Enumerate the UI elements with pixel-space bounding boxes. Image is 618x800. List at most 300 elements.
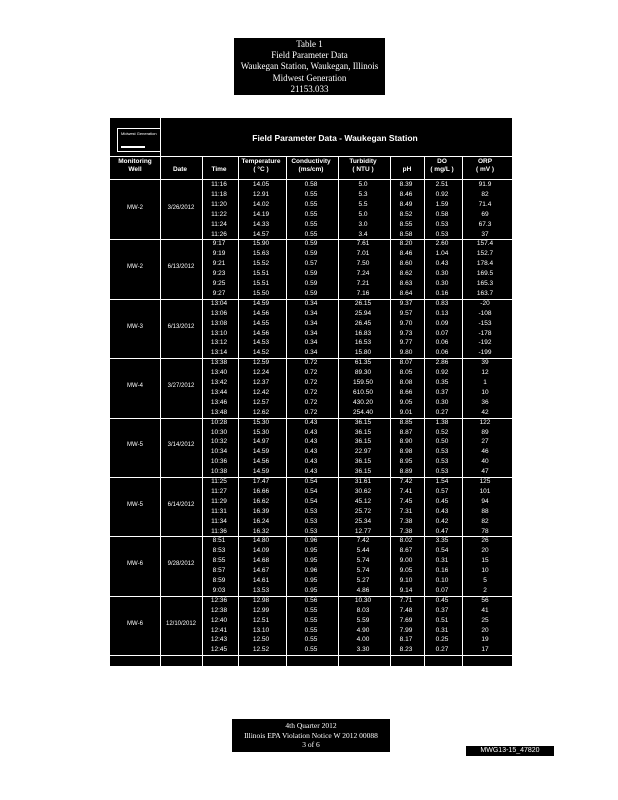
cell-do: 0.83 <box>435 299 449 307</box>
cell-turbidity: 159.50 <box>353 379 373 386</box>
cell-time: 11:29 <box>211 497 227 505</box>
cell-time: 9:03 <box>212 586 226 594</box>
cell-turbidity: 254.40 <box>353 408 373 416</box>
cell-orp: 82 <box>481 190 489 198</box>
cell-temperature: 16.32 <box>252 527 270 535</box>
cell-time: 9:23 <box>212 270 226 278</box>
cell-temperature: 14.56 <box>252 309 270 317</box>
cell-orp: 19 <box>481 636 489 644</box>
cell-temperature: 14.68 <box>252 557 270 565</box>
cell-do: 0.42 <box>435 517 449 525</box>
cell-temperature: 14.09 <box>252 547 270 555</box>
cell-conductivity: 0.72 <box>304 388 318 396</box>
cell-orp: 2 <box>483 586 487 594</box>
cell-conductivity: 0.56 <box>304 596 318 604</box>
cell-time: 13:08 <box>210 319 228 327</box>
cell-turbidity: 61.35 <box>354 359 372 367</box>
cell-conductivity: 0.43 <box>304 448 318 456</box>
cell-conductivity: 0.55 <box>304 210 318 218</box>
header-conductivity: Conductivity (ms/cm) <box>291 158 331 173</box>
cell-ph: 9.37 <box>399 299 413 307</box>
cell-temperature: 12.99 <box>252 606 270 614</box>
cell-orp: 91.9 <box>478 181 492 188</box>
cell-time: 11:36 <box>211 527 227 535</box>
cell-conductivity: 0.34 <box>304 329 318 337</box>
cell-ph: 8.46 <box>399 190 413 198</box>
cell-time: 12:36 <box>210 596 228 604</box>
cell-temperature: 14.67 <box>252 567 270 575</box>
group-well: MW-6 <box>127 620 143 627</box>
cell-turbidity: 36.15 <box>354 428 372 436</box>
cell-time: 8:59 <box>212 577 226 584</box>
cell-ph: 9.77 <box>399 339 413 347</box>
cell-temperature: 16.24 <box>252 517 270 525</box>
cell-do: 0.25 <box>435 636 449 644</box>
header-orp: ORP ( mV ) <box>475 158 495 173</box>
cell-turbidity: 610.50 <box>353 388 373 396</box>
cell-do: 0.45 <box>435 596 449 604</box>
cell-temperature: 14.59 <box>252 448 270 456</box>
cell-do: 1.59 <box>435 200 449 208</box>
cell-temperature: 14.55 <box>252 319 270 327</box>
cell-time: 13:14 <box>210 349 228 357</box>
cell-orp: 169.5 <box>476 270 494 278</box>
group-date: 6/13/2012 <box>167 323 195 330</box>
cell-conductivity: 0.43 <box>304 428 318 436</box>
cell-ph: 8.49 <box>399 200 413 208</box>
cell-ph: 7.41 <box>399 487 413 495</box>
cell-turbidity: 15.80 <box>354 349 372 357</box>
cell-time: 11:24 <box>211 220 227 228</box>
cell-time: 8:57 <box>212 567 226 575</box>
cell-turbidity: 3.0 <box>358 220 368 228</box>
footer-page-number: 3 of 6 <box>302 740 320 749</box>
cell-ph: 9.05 <box>399 567 413 575</box>
cell-ph: 7.48 <box>399 606 413 614</box>
cell-orp: -108 <box>478 309 492 317</box>
group-well: MW-5 <box>127 501 143 508</box>
cell-conductivity: 0.59 <box>304 289 318 297</box>
cell-orp: 78 <box>481 527 489 535</box>
cell-do: 0.53 <box>435 230 449 238</box>
cell-conductivity: 0.54 <box>304 478 318 485</box>
cell-orp: -192 <box>478 339 492 347</box>
company-logo <box>117 128 161 152</box>
cell-orp: 36 <box>481 398 489 406</box>
cell-conductivity: 0.34 <box>304 299 318 307</box>
cell-temperature: 15.52 <box>252 260 270 268</box>
cell-conductivity: 0.55 <box>304 200 318 208</box>
cell-ph: 8.62 <box>399 270 413 278</box>
header-do: DO ( mg/L ) <box>430 158 454 173</box>
cell-ph: 7.38 <box>399 527 413 535</box>
footer-notice: Illinois EPA Violation Notice W 2012 00088 <box>244 730 378 740</box>
group-date: 6/13/2012 <box>167 264 195 271</box>
cell-ph: 8.90 <box>399 438 413 446</box>
cell-temperature: 14.53 <box>252 339 270 347</box>
cell-ph: 8.07 <box>399 359 413 367</box>
cell-orp: 89 <box>481 428 489 436</box>
cell-ph: 9.80 <box>399 349 413 357</box>
cell-ph: 8.08 <box>399 379 413 386</box>
cell-turbidity: 7.21 <box>356 280 370 287</box>
cell-do: 0.31 <box>435 557 449 565</box>
cell-time: 13:44 <box>210 388 228 396</box>
cell-temperature: 16.62 <box>252 497 270 505</box>
cell-temperature: 12.57 <box>252 398 270 406</box>
cell-ph: 8.39 <box>399 181 413 188</box>
cell-do: 0.30 <box>435 270 449 278</box>
cell-orp: 152.7 <box>476 250 494 258</box>
cell-temperature: 13.10 <box>252 626 270 634</box>
cell-conductivity: 0.55 <box>304 626 318 634</box>
group-well: MW-3 <box>127 323 143 330</box>
cell-time: 9:19 <box>212 250 226 258</box>
cell-conductivity: 0.55 <box>304 636 318 644</box>
cell-conductivity: 0.43 <box>304 418 318 426</box>
cell-time: 9:27 <box>212 289 226 297</box>
cell-turbidity: 5.0 <box>358 181 368 188</box>
company-name: Midwest Generation <box>272 72 347 83</box>
cell-do: 0.47 <box>435 527 449 535</box>
cell-do: 0.30 <box>435 398 449 406</box>
cell-ph: 8.58 <box>399 230 413 238</box>
cell-turbidity: 7.01 <box>356 250 370 258</box>
cell-conductivity: 0.59 <box>304 240 318 248</box>
cell-orp: 94 <box>481 497 489 505</box>
cell-ph: 7.71 <box>399 596 413 604</box>
site-name: Waukegan Station, Waukegan, Illinois <box>240 61 379 72</box>
cell-time: 13:48 <box>210 408 228 416</box>
cell-orp: 40 <box>481 458 489 466</box>
cell-orp: 20 <box>481 626 489 634</box>
cell-do: 1.54 <box>435 478 449 485</box>
cell-time: 13:40 <box>210 369 228 377</box>
cell-conductivity: 0.95 <box>304 547 318 555</box>
cell-turbidity: 22.97 <box>354 448 372 456</box>
bates-stamp: MWG13-15_47820 <box>466 746 554 756</box>
cell-orp: 67.3 <box>478 220 492 228</box>
cell-temperature: 15.50 <box>252 289 270 297</box>
cell-temperature: 12.24 <box>252 369 270 377</box>
cell-temperature: 14.56 <box>252 329 270 337</box>
cell-ph: 7.42 <box>399 478 413 485</box>
cell-conductivity: 0.55 <box>304 220 318 228</box>
cell-orp: 10 <box>481 388 489 396</box>
cell-conductivity: 0.72 <box>304 359 318 367</box>
cell-orp: 1 <box>483 379 487 386</box>
cell-orp: 56 <box>481 596 489 604</box>
cell-temperature: 14.33 <box>252 220 270 228</box>
cell-time: 9:25 <box>212 280 226 287</box>
cell-do: 0.92 <box>435 369 449 377</box>
group-well: MW-6 <box>127 561 143 568</box>
cell-ph: 9.70 <box>399 319 413 327</box>
cell-orp: 20 <box>481 547 489 555</box>
cell-turbidity: 7.50 <box>356 260 370 268</box>
table-title: Field Parameter Data - Waukegan Station <box>252 133 418 143</box>
cell-conductivity: 0.59 <box>304 270 318 278</box>
cell-time: 8:51 <box>212 537 226 545</box>
group-date: 3/26/2012 <box>167 204 195 211</box>
cell-orp: 163.7 <box>476 289 494 297</box>
cell-do: 0.53 <box>435 458 449 466</box>
header-turbidity: Turbidity ( NTU ) <box>349 158 377 173</box>
cell-turbidity: 25.72 <box>354 507 372 515</box>
cell-orp: 165.3 <box>476 280 494 287</box>
cell-turbidity: 25.34 <box>354 517 372 525</box>
cell-ph: 8.55 <box>399 220 413 228</box>
cell-orp: 12 <box>481 369 489 377</box>
cell-conductivity: 0.96 <box>304 537 318 545</box>
cell-time: 13:06 <box>210 309 228 317</box>
cell-temperature: 14.59 <box>252 299 270 307</box>
cell-do: 0.16 <box>435 567 449 575</box>
cell-conductivity: 0.43 <box>304 468 318 476</box>
cell-time: 10:38 <box>210 468 228 476</box>
cell-conductivity: 0.53 <box>304 517 318 525</box>
cell-do: 0.53 <box>435 220 449 228</box>
table-number: Table 1 <box>296 39 323 49</box>
cell-time: 9:17 <box>212 240 226 248</box>
cell-do: 1.04 <box>435 250 449 258</box>
cell-temperature: 14.97 <box>252 438 270 446</box>
cell-time: 10:28 <box>210 418 228 426</box>
group-date: 12/10/2012 <box>165 620 197 627</box>
cell-conductivity: 0.54 <box>304 497 318 505</box>
cell-turbidity: 25.94 <box>354 309 372 317</box>
cell-turbidity: 36.15 <box>354 418 372 426</box>
cell-ph: 8.23 <box>399 646 413 654</box>
cell-do: 0.06 <box>435 339 449 347</box>
cell-ph: 9.10 <box>399 577 413 584</box>
cell-do: 0.51 <box>435 616 449 624</box>
cell-conductivity: 0.54 <box>304 487 318 495</box>
cell-conductivity: 0.34 <box>304 309 318 317</box>
cell-do: 0.57 <box>435 487 449 495</box>
group-well: MW-2 <box>127 264 143 271</box>
cell-time: 13:42 <box>210 379 228 386</box>
cell-ph: 9.57 <box>399 309 413 317</box>
cell-time: 12:38 <box>210 606 228 614</box>
header-time: Time <box>211 166 227 173</box>
cell-time: 11:22 <box>211 210 227 218</box>
cell-ph: 8.60 <box>399 260 413 268</box>
cell-turbidity: 31.61 <box>354 478 372 485</box>
cell-time: 13:46 <box>210 398 228 406</box>
cell-turbidity: 16.53 <box>354 339 372 347</box>
cell-ph: 9.73 <box>399 329 413 337</box>
cell-temperature: 15.90 <box>252 240 270 248</box>
cell-orp: 41 <box>481 606 489 614</box>
cell-do: 0.54 <box>435 547 449 555</box>
cell-do: 0.58 <box>435 210 449 218</box>
cell-ph: 8.98 <box>399 448 413 456</box>
cell-turbidity: 4.86 <box>356 586 370 594</box>
cell-do: 0.53 <box>435 448 449 456</box>
header-ph: pH <box>402 166 412 173</box>
cell-turbidity: 26.15 <box>354 299 372 307</box>
cell-time: 12:41 <box>210 626 228 634</box>
footer-quarter: 4th Quarter 2012 <box>285 721 337 730</box>
cell-ph: 8.66 <box>399 388 413 396</box>
cell-turbidity: 26.45 <box>354 319 372 327</box>
cell-ph: 8.85 <box>399 418 413 426</box>
cell-turbidity: 5.3 <box>358 190 368 198</box>
cell-do: 0.43 <box>435 260 449 268</box>
cell-ph: 8.17 <box>399 636 413 644</box>
cell-orp: 178.4 <box>476 260 494 268</box>
cell-conductivity: 0.43 <box>304 458 318 466</box>
cell-orp: 10 <box>481 567 489 575</box>
cell-do: 1.38 <box>435 418 449 426</box>
cell-do: 3.35 <box>435 537 449 545</box>
group-well: MW-4 <box>127 382 143 389</box>
cell-temperature: 14.59 <box>252 468 270 476</box>
cell-temperature: 15.63 <box>252 250 270 258</box>
cell-ph: 7.45 <box>399 497 413 505</box>
cell-ph: 9.05 <box>399 398 413 406</box>
cell-orp: 88 <box>481 507 489 515</box>
cell-turbidity: 5.74 <box>356 557 370 565</box>
cell-orp: 82 <box>481 517 489 525</box>
cell-conductivity: 0.96 <box>304 567 318 575</box>
cell-ph: 8.20 <box>399 240 413 248</box>
group-date: 3/27/2012 <box>167 382 195 389</box>
cell-ph: 8.64 <box>399 289 413 297</box>
group-date: 9/28/2012 <box>167 561 195 568</box>
cell-ph: 9.14 <box>399 586 413 594</box>
cell-orp: -20 <box>480 299 490 307</box>
cell-turbidity: 12.77 <box>354 527 372 535</box>
cell-temperature: 14.61 <box>252 577 270 584</box>
cell-ph: 9.00 <box>399 557 413 565</box>
cell-turbidity: 4.90 <box>356 626 370 634</box>
cell-conductivity: 0.95 <box>304 586 318 594</box>
table-caption: Field Parameter Data <box>271 50 348 61</box>
cell-turbidity: 7.61 <box>356 240 370 248</box>
cell-temperature: 15.51 <box>252 280 270 287</box>
cell-do: 0.53 <box>435 468 449 476</box>
cell-orp: 122 <box>479 418 491 426</box>
header-well: Monitoring Well <box>118 158 152 173</box>
cell-orp: 17 <box>481 646 489 654</box>
cell-conductivity: 0.53 <box>304 527 318 535</box>
cell-ph: 8.95 <box>399 458 413 466</box>
cell-turbidity: 7.16 <box>356 289 370 297</box>
cell-do: 0.92 <box>435 190 449 198</box>
cell-temperature: 15.30 <box>252 418 270 426</box>
cell-orp: 5 <box>483 577 487 584</box>
cell-turbidity: 3.4 <box>358 230 368 238</box>
cell-temperature: 12.52 <box>252 646 270 654</box>
cell-orp: 42 <box>481 408 489 416</box>
cell-temperature: 12.91 <box>252 190 270 198</box>
cell-conductivity: 0.57 <box>304 260 318 268</box>
cell-turbidity: 7.24 <box>356 270 370 278</box>
cell-ph: 7.38 <box>399 517 413 525</box>
cell-temperature: 15.51 <box>252 270 270 278</box>
cell-ph: 8.46 <box>399 250 413 258</box>
cell-turbidity: 8.03 <box>356 606 370 614</box>
cell-temperature: 14.80 <box>252 537 270 545</box>
cell-do: 0.07 <box>435 329 449 337</box>
page-footer <box>232 719 390 752</box>
cell-time: 9:21 <box>212 260 226 268</box>
cell-turbidity: 4.00 <box>356 636 370 644</box>
cell-conductivity: 0.34 <box>304 339 318 347</box>
cell-orp: 25 <box>481 616 489 624</box>
cell-do: 0.45 <box>435 497 449 505</box>
cell-turbidity: 3.30 <box>356 646 370 654</box>
cell-time: 13:10 <box>210 329 228 337</box>
cell-conductivity: 0.95 <box>304 557 318 565</box>
group-well: MW-5 <box>127 442 143 449</box>
cell-turbidity: 16.83 <box>354 329 372 337</box>
cell-temperature: 14.52 <box>252 349 270 357</box>
cell-temperature: 14.02 <box>252 200 270 208</box>
cell-do: 2.60 <box>435 240 449 248</box>
cell-temperature: 15.30 <box>252 428 270 436</box>
cell-ph: 8.67 <box>399 547 413 555</box>
cell-turbidity: 5.44 <box>356 547 370 555</box>
cell-temperature: 12.98 <box>252 596 270 604</box>
cell-time: 8:53 <box>212 547 226 555</box>
cell-orp: 71.4 <box>478 200 492 208</box>
cell-turbidity: 30.62 <box>354 487 372 495</box>
cell-do: 2.51 <box>435 181 449 188</box>
cell-do: 0.16 <box>435 289 449 297</box>
cell-orp: 47 <box>481 468 489 476</box>
cell-time: 13:38 <box>210 359 228 367</box>
cell-orp: -199 <box>478 349 492 357</box>
cell-ph: 7.69 <box>399 616 413 624</box>
cell-time: 12:45 <box>210 646 228 654</box>
cell-temperature: 12.59 <box>252 359 270 367</box>
cell-temperature: 16.39 <box>252 507 270 515</box>
cell-temperature: 13.53 <box>252 586 270 594</box>
cell-temperature: 12.42 <box>252 388 270 396</box>
cell-do: 0.27 <box>435 408 449 416</box>
cell-orp: -178 <box>478 329 492 337</box>
cell-orp: 157.4 <box>476 240 494 248</box>
cell-ph: 8.89 <box>399 468 413 476</box>
cell-ph: 9.01 <box>399 408 413 416</box>
cell-do: 0.06 <box>435 349 449 357</box>
cell-orp: 125 <box>479 478 491 485</box>
cell-conductivity: 0.55 <box>304 190 318 198</box>
cell-orp: 69 <box>481 210 489 218</box>
cell-ph: 8.87 <box>399 428 413 436</box>
cell-conductivity: 0.53 <box>304 507 318 515</box>
cell-do: 0.52 <box>435 428 449 436</box>
cell-conductivity: 0.55 <box>304 606 318 614</box>
cell-turbidity: 10.30 <box>354 596 372 604</box>
cell-conductivity: 0.55 <box>304 616 318 624</box>
group-well: MW-2 <box>127 204 143 211</box>
cell-turbidity: 5.59 <box>356 616 370 624</box>
cell-turbidity: 36.15 <box>354 458 372 466</box>
cell-turbidity: 36.15 <box>354 438 372 446</box>
cell-conductivity: 0.72 <box>304 408 318 416</box>
cell-orp: -153 <box>478 319 492 327</box>
cell-time: 11:34 <box>211 517 227 525</box>
cell-conductivity: 0.55 <box>304 646 318 654</box>
cell-time: 10:36 <box>210 458 228 466</box>
cell-turbidity: 5.27 <box>356 577 370 584</box>
cell-turbidity: 36.15 <box>354 468 372 476</box>
cell-time: 12:40 <box>210 616 228 624</box>
